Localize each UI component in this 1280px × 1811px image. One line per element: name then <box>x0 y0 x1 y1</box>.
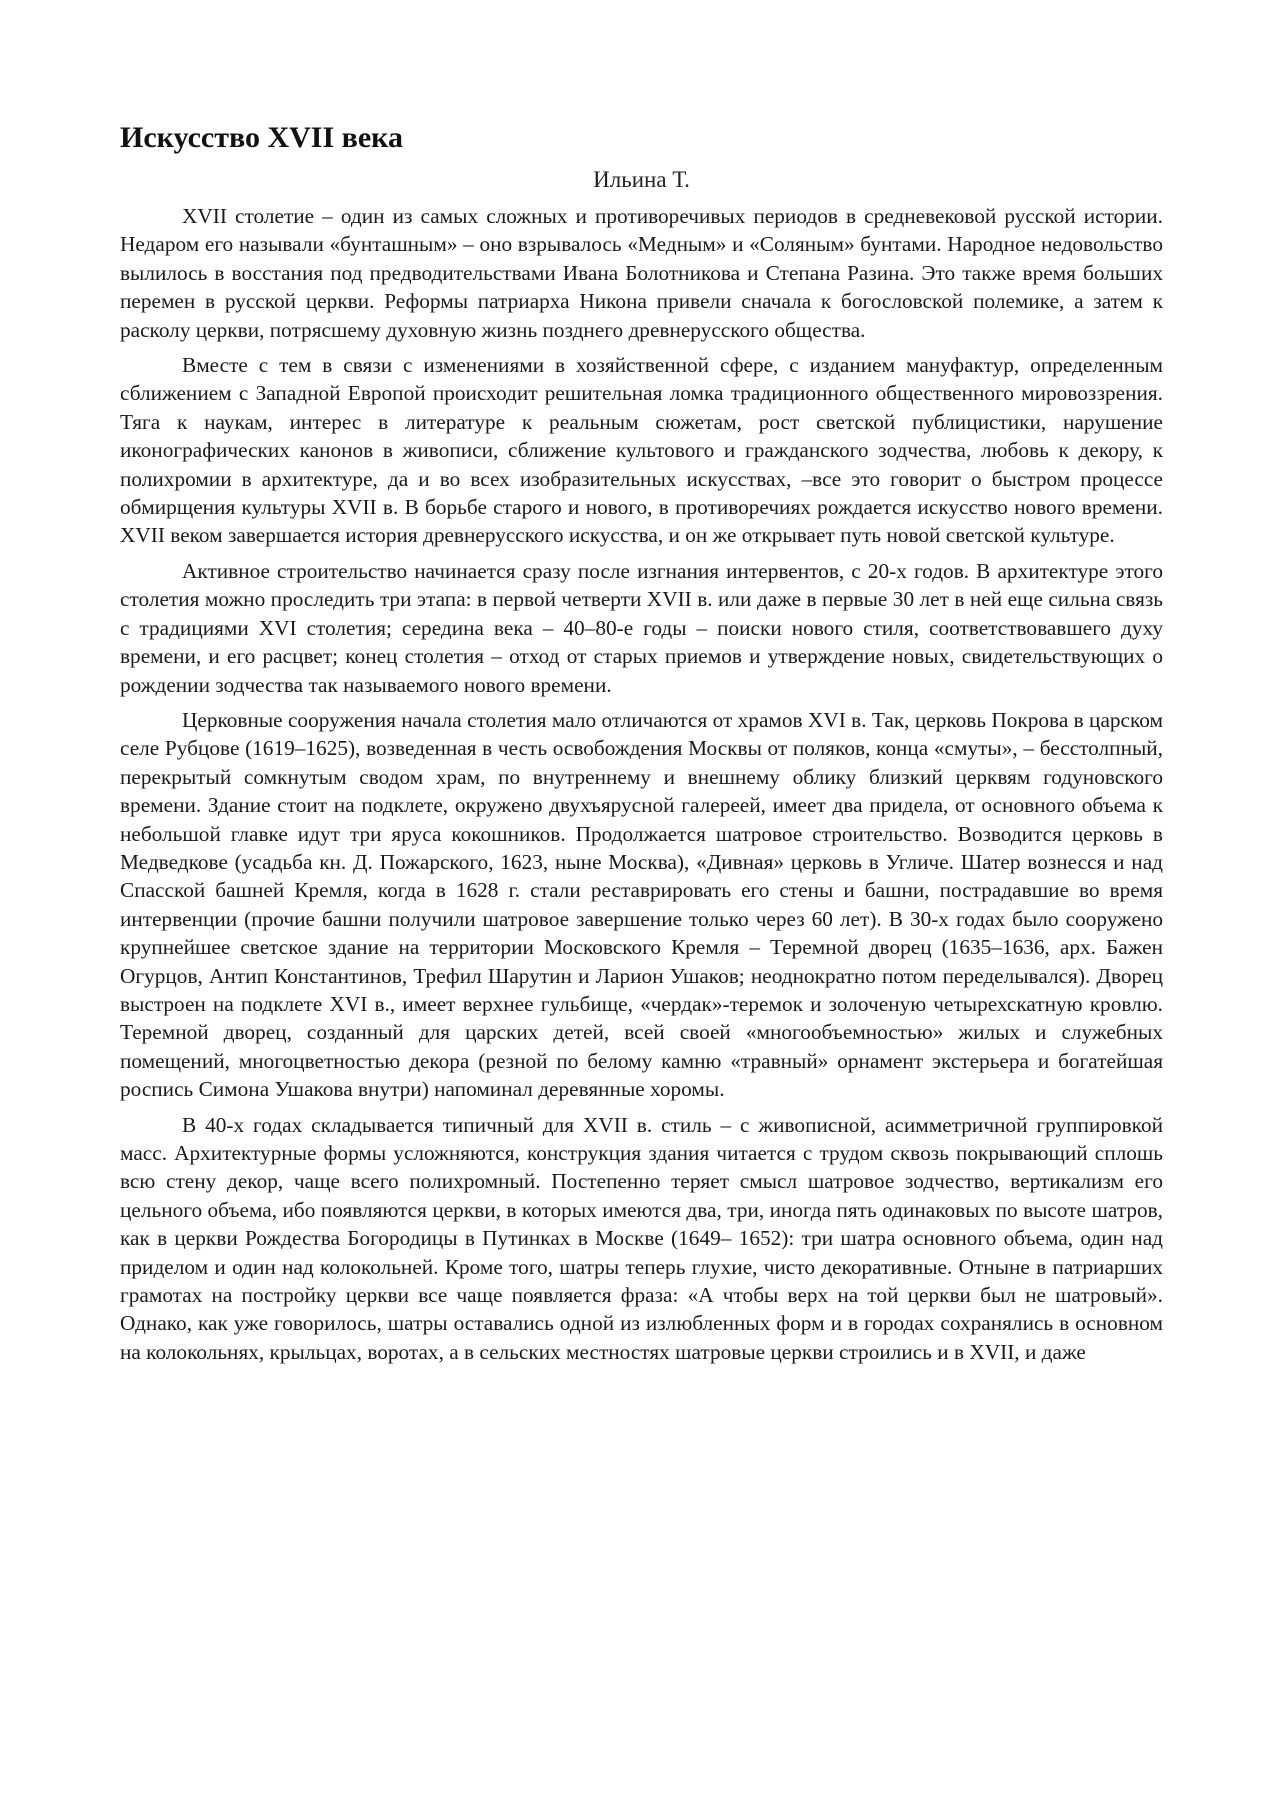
paragraph-2: Вместе с тем в связи с изменениями в хозяйственной сфере, с изданием мануфактур, определенным сближением с Западной Европой происходит решительная ломка традиционного общественного мировоззрения. Тяга к наукам, интерес в литературе к реальным сюжетам, рост светской публицистики, нарушение иконографических канонов в живописи, сближение культового и гражданского зодчества, любовь к декору, к полихромии в архитектуре, да и во всех изобразительных искусствах, –все это говорит о быстром процессе обмирщения культуры XVII в. В борьбе старого и нового, в противоречиях рождается искусство нового времени. XVII веком завершается история древнерусского искусства, и он же открывает путь новой светской культуре. <box>120 353 1163 548</box>
paragraph-5: В 40-х годах складывается типичный для XVII в. стиль – с живописной, асимметричной группировкой масс. Архитектурные формы усложняются, конструкция здания читается с трудом сквозь покрывающий сплошь всю стену декор, чаще всего полихромный. Постепенно теряет смысл шатровое зодчество, вертикализм его цельного объема, ибо появляются церкви, в которых имеются два, три, иногда пять одинаковых по высоте шатров, как в церкви Рождества Богородицы в Путинках в Москве (1649– 1652): три шатра основного объема, один над приделом и один над колокольней. Кроме того, шатры теперь глухие, чисто декоративные. Отныне в патриарших грамотах на постройку церкви все чаще появляется фраза: «А чтобы верх на той церкви был не шатровый». Однако, как уже говорилось, шатры оставались одной из излюбленных форм и в городах сохранялись в основном на колокольнях, крыльцах, воротах, а в сельских местностях шатровые церкви строились и в XVII, и даже <box>120 1112 1163 1364</box>
paragraph-4: Церковные сооружения начала столетия мало отличаются от храмов XVI в. Так, церковь Покрова в царском селе Рубцове (1619–1625), возведенная в честь освобождения Москвы от поляков, конца «смуты», – бесстолпный, перекрытый сомкнутым сводом храм, по внутреннему и внешнему облику близкий церквям годуновского времени. Здание стоит на подклете, окружено двухъярусной галереей, имеет два придела, от основного объема к небольшой главке идут три яруса кокошников. Продолжается шатровое строительство. Возводится церковь в Медведкове (усадьба кн. Д. Пожарского, 1623, ныне Москва), «Дивная» церковь в Угличе. Шатер вознесся и над Спасской башней Кремля, когда в 1628 г. стали реставрировать его стены и башни, пострадавшие во время интервенции (прочие башни получили шатровое завершение только через 60 лет). В 30-х годах было сооружено крупнейшее светское здание на территории Московского Кремля – Теремной дворец (1635–1636, арх. Бажен Огурцов, Антип Константинов, Трефил Шарутин и Ларион Ушаков; неоднократно потом переделывался). Дворец выстроен на подклете XVI в., имеет верхнее гульбище, «чердак»-теремок и золоченую четырехскатную кровлю. Теремной дворец, созданный для царских детей, всей своей «многообъемностью» жилых и служебных помещений, многоцветностью декора (резной по белому камню «травный» орнамент экстерьера и богатейшая роспись Симона Ушакова внутри) напоминал деревянные хоромы. <box>120 707 1163 1102</box>
author-line: Ильина Т. <box>593 167 690 192</box>
document-body <box>120 120 1163 1373</box>
page-title: Искусство XVII века <box>120 121 403 154</box>
paragraph-3: Активное строительство начинается сразу после изгнания интервентов, с 20-х годов. В архитектуре этого столетия можно проследить три этапа: в первой четверти XVII в. или даже в первые 30 лет в ней еще сильна связь с традициями XVI столетия; середина века – 40–80-е годы – поиски нового стиля, соответствовавшего духу времени, и его расцвет; конец столетия – отход от старых приемов и утверждение новых, свидетельствующих о рождении зодчества так называемого нового времени. <box>120 558 1163 697</box>
paragraph-1: XVII столетие – один из самых сложных и противоречивых периодов в средневековой русской истории. Недаром его называли «бунташным» – оно взрывалось «Медным» и «Соляным» бунтами. Народное недовольство вылилось в восстания под предводительствами Ивана Болотникова и Степана Разина. Это также время больших перемен в русской церкви. Реформы патриарха Никона привели сначала к богословской полемике, а затем к расколу церкви, потрясшему духовную жизнь позднего древнерусского общества. <box>120 204 1163 342</box>
